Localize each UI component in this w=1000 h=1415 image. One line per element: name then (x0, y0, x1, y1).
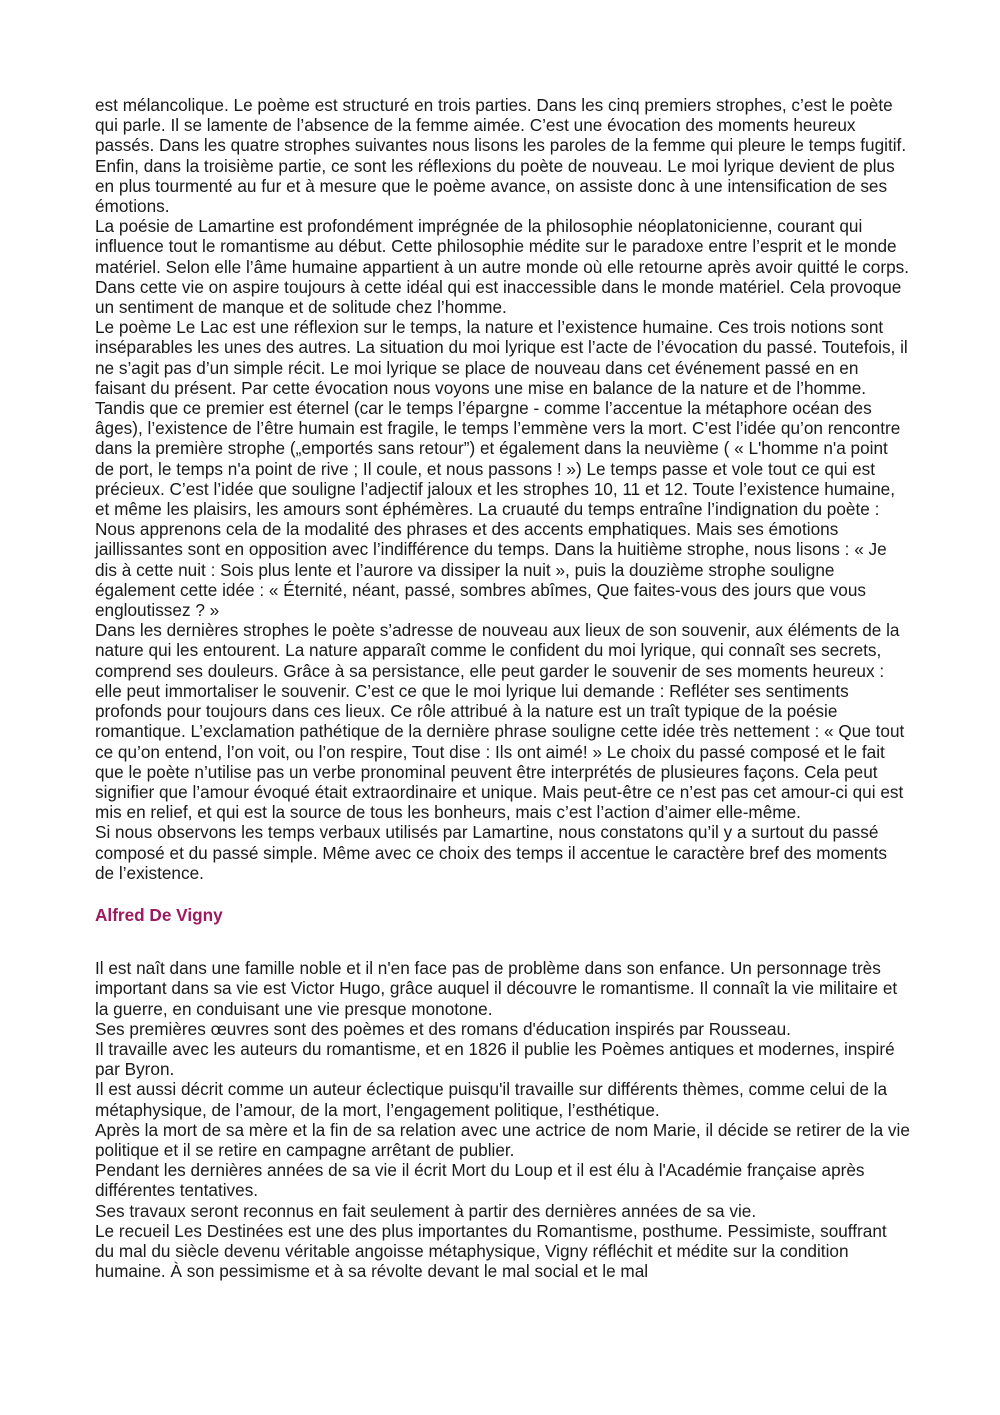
paragraph-structure: est mélancolique. Le poème est structuré en trois parties. Dans les cinq premiers strophes, c’est le poète qui parle. Il se lamente de l’absence de la femme aimée. C’est une évocation des moments heureux passés. Dans les quatre strophes suivantes nous lisons les paroles de la femme qui pleure le temps fugitif. Enfin, dans la troisième partie, ce sont les réflexions du poète de nouveau. Le moi lyrique devient de plus en plus tourmenté au fur et à mesure que le poème avance, on assiste donc à une intensification de ses émotions. (95, 95, 907, 217)
paragraph-vigny-childhood: Il est naît dans une famille noble et il n'en face pas de problème dans son enfance. Un personnage très important dans sa vie est Victor Hugo, grâce auquel il découvre le romantisme. Il connaît la vie militaire et la guerre, en conduisant une vie presque monotone. (95, 958, 898, 1019)
paragraph-vigny-first-works: Ses premières œuvres sont des poèmes et des romans d'éducation inspirés par Rousseau. (95, 1018, 791, 1039)
paragraph-vigny-eclectic: Il est aussi décrit comme un auteur éclectique puisqu'il travaille sur différents thèmes, comme celui de la métaphysique, de l’amour, de la mort, l’engagement politique, l’esthétique. (95, 1079, 888, 1120)
paragraph-vigny-academie: Pendant les dernières années de sa vie il écrit Mort du Loup et il est élu à l'Académie française après différentes tentatives. (95, 1160, 865, 1201)
paragraph-neoplatonism: La poésie de Lamartine est profondément imprégnée de la philosophie néoplatonicienne, courant qui influence tout le romantisme au début. Cette philosophie médite sur le paradoxe entre l’esprit et le monde matériel. Selon elle l’âme humaine appartient à un autre monde où elle retourne après avoir quitté le corps. Dans cette vie on aspire toujours à cette idéal qui est inaccessible dans le monde matériel. Cela provoque un sentiment de manque et de solitude chez l’homme. (95, 216, 910, 318)
section-heading-vigny: Alfred De Vigny (95, 904, 223, 925)
paragraph-verb-tenses: Si nous observons les temps verbaux utilisés par Lamartine, nous constatons qu’il y a surtout du passé composé et du passé simple. Même avec ce choix des temps il accentue le caractère bref des moments de l’existence. (95, 822, 887, 883)
paragraph-vigny-destinees: Le recueil Les Destinées est une des plus importantes du Romantisme, posthume. Pessimiste, souffrant du mal du siècle devenu véritable angoisse métaphysique, Vigny réfléchit et médite sur la condition humaine. À son pessimisme et à sa révolte devant le mal social et le mal (95, 1220, 887, 1282)
document-page (95, 95, 910, 1281)
paragraph-le-lac: Le poème Le Lac est une réflexion sur le temps, la nature et l’existence humaine. Ces trois notions sont inséparables les unes des autres. La situation du moi lyrique est l’acte de l’évocation du passé. Toutefois, il ne s’agit pas d’un simple récit. Le moi lyrique se place de nouveau dans cet événement passé en en faisant du présent. Par cette évocation nous voyons une mise en balance de la nature et de l’homme. Tandis que ce premier est éternel (car le temps l’épargne - comme l’accentue la métaphore océan des âges), l’existence de l’être humain est fragile, le temps l’emmène vers la mort. C’est l’idée qu’on rencontre dans la première strophe („emportés sans retour”) et également dans la neuvième ( « L'homme n'a point de port, le temps n'a point de rive ; Il coule, et nous passons ! ») Le temps passe et vole tout ce qui est précieux. C’est l’idée que souligne l’adjectif jaloux et les strophes 10, 11 et 12. Toute l’existence humaine, et même les plaisirs, les amours sont éphémères. La cruauté du temps entraîne l’indignation du poète : Nous apprenons cela de la modalité des phrases et des accents emphatiques. Mais ses émotions jaillissantes sont en opposition avec l’indifférence du temps. Dans la huitième strophe, nous lisons : « Je dis à cette nuit : Sois plus lente et l’aurore va dissiper la nuit », puis la douzième strophe souligne également cette idée : « Éternité, néant, passé, sombres abîmes, Que faites-vous des jours que vous engloutissez ? » (95, 317, 908, 621)
paragraph-nature: Dans les dernières strophes le poète s’adresse de nouveau aux lieux de son souvenir, aux éléments de la nature qui les entourent. La nature apparaît comme le confident du moi lyrique, qui connaît ses secrets, comprend ses douleurs. Grâce à sa persistance, elle peut garder le souvenir de ses moments heureux : elle peut immortaliser le souvenir. C’est ce que le moi lyrique lui demande : Refléter ses sentiments profonds pour toujours dans ces lieux. Ce rôle attribué à la nature est un traît typique de la poésie romantique. L’exclamation pathétique de la dernière phrase souligne cette idée très nettement : « Que tout ce qu’on entend, l’on voit, ou l’on respire, Tout dise : Ils ont aimé! » Le choix du passé composé et le fait que le poète n’utilise pas un verbe pronominal peuvent être interprétés de plusieures façons. Cela peut signifier que l’amour évoqué était extraordinaire et unique. Mais peut-être ce n’est pas cet amour-ci qui est mis en relief, et qui est la source de tous les bonheurs, mais c’est l’action d’aimer elle-même. (95, 620, 905, 823)
paragraph-vigny-retreat: Après la mort de sa mère et la fin de sa relation avec une actrice de nom Marie, il décide se retirer de la vie politique et il se retire en campagne arrêtant de publier. (95, 1119, 910, 1160)
paragraph-vigny-1826: Il travaille avec les auteurs du romantisme, et en 1826 il publie les Poèmes antiques et modernes, inspiré par Byron. (95, 1038, 895, 1080)
paragraph-vigny-recognition: Ses travaux seront reconnus en fait seulement à partir des dernières années de sa vie. (95, 1200, 757, 1221)
